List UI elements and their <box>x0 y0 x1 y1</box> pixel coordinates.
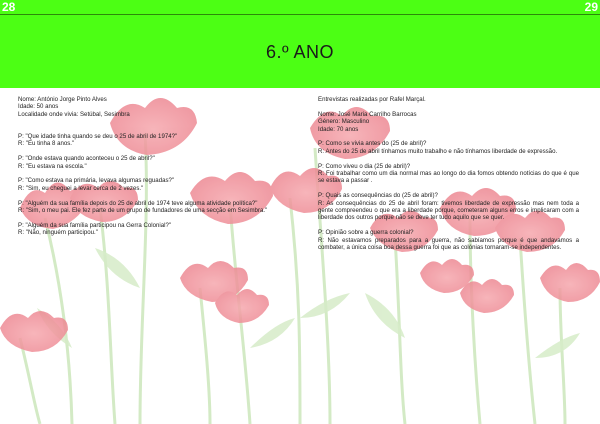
question: P: "Alguém da sua família depois do 25 de abril de 1974 teve alguma atividade política?" <box>18 199 258 207</box>
answer: R: "Sim, o meu pai. Ele fez parte de um grupo de fundadores de uma secção em Sesimbra." <box>18 207 268 215</box>
question: P: Como viveu o dia (25 de abril)? <box>318 162 411 170</box>
answer: R: "Eu estava na escola." <box>18 162 87 170</box>
answer: R: "Sim, eu cheguei a levar cerca de 2 vezes." <box>18 184 144 192</box>
header-divider-line <box>0 14 600 15</box>
answer: R: Antes do 25 de abril tínhamos muito trabalho e não tínhamos liberdade de expressão. <box>318 147 558 155</box>
interview-left-column <box>18 96 283 237</box>
question: P: Opinião sobre a guerra colonial? <box>318 229 414 237</box>
interviewee-gender: Género: Masculino <box>318 118 370 126</box>
question: P: "Onde estava quando aconteceu o 25 de abril?" <box>18 155 155 163</box>
question: P: Quais as consequências do (25 de abril)? <box>318 192 438 200</box>
answer: R: Não estavamos preparados para a guerra, não sabíamos porque é que andavamos a combater, a única coisa boa dessa guerra foi que as colónias tornaram-se independentes. <box>318 236 579 252</box>
page-number-right: 29 <box>584 0 598 14</box>
interviewee-name: Nome: António Jorge Pinto Alves <box>18 96 107 103</box>
question: P: "Alguém da sua família participou na Gerra Colonial?" <box>18 221 172 229</box>
chapter-title: 6.º ANO <box>265 42 335 62</box>
chapter-header-band <box>0 14 600 88</box>
question: P: "Que idade tinha quando se deu o 25 de abril de 1974?" <box>18 133 178 140</box>
answer: R: As consequências do 25 de abril foram: tivemos liberdade de expressão mas nem toda a gente compreendeu o que era a liberdade porque, cometeram alguns erros e implicaram com a liberdade dos outros porque não se deve ter tudo aquilo que se quer. <box>318 199 579 222</box>
interviewee-age: Idade: 50 anos <box>18 103 59 111</box>
interview-credit: Entrevistas realizadas por Rafel Marçal. <box>318 96 426 103</box>
header-top-strip <box>0 0 600 14</box>
interview-right-column <box>318 96 579 251</box>
page-number-left: 28 <box>2 0 16 14</box>
answer: R: Foi trabalhar como um dia normal mas ao longo do dia fomos obtendo notícias do que é que se estava a passar . <box>318 170 579 185</box>
answer: R: "Eu tinha 8 anos." <box>18 140 75 148</box>
question: P: "Como estava na primária, levava algumas reguadas?" <box>18 177 175 185</box>
interviewee-name: Nome: José Maria Carrilho Barrocas <box>318 110 417 118</box>
interviewee-location: Localidade onde vivia: Setúbal, Sesimbra <box>18 110 130 118</box>
question: P: Como se vivia antes do (25 de abril)? <box>318 140 427 148</box>
interviewee-age: Idade: 70 anos <box>318 125 359 133</box>
answer: R: "Não, ninguém participou." <box>18 229 98 237</box>
